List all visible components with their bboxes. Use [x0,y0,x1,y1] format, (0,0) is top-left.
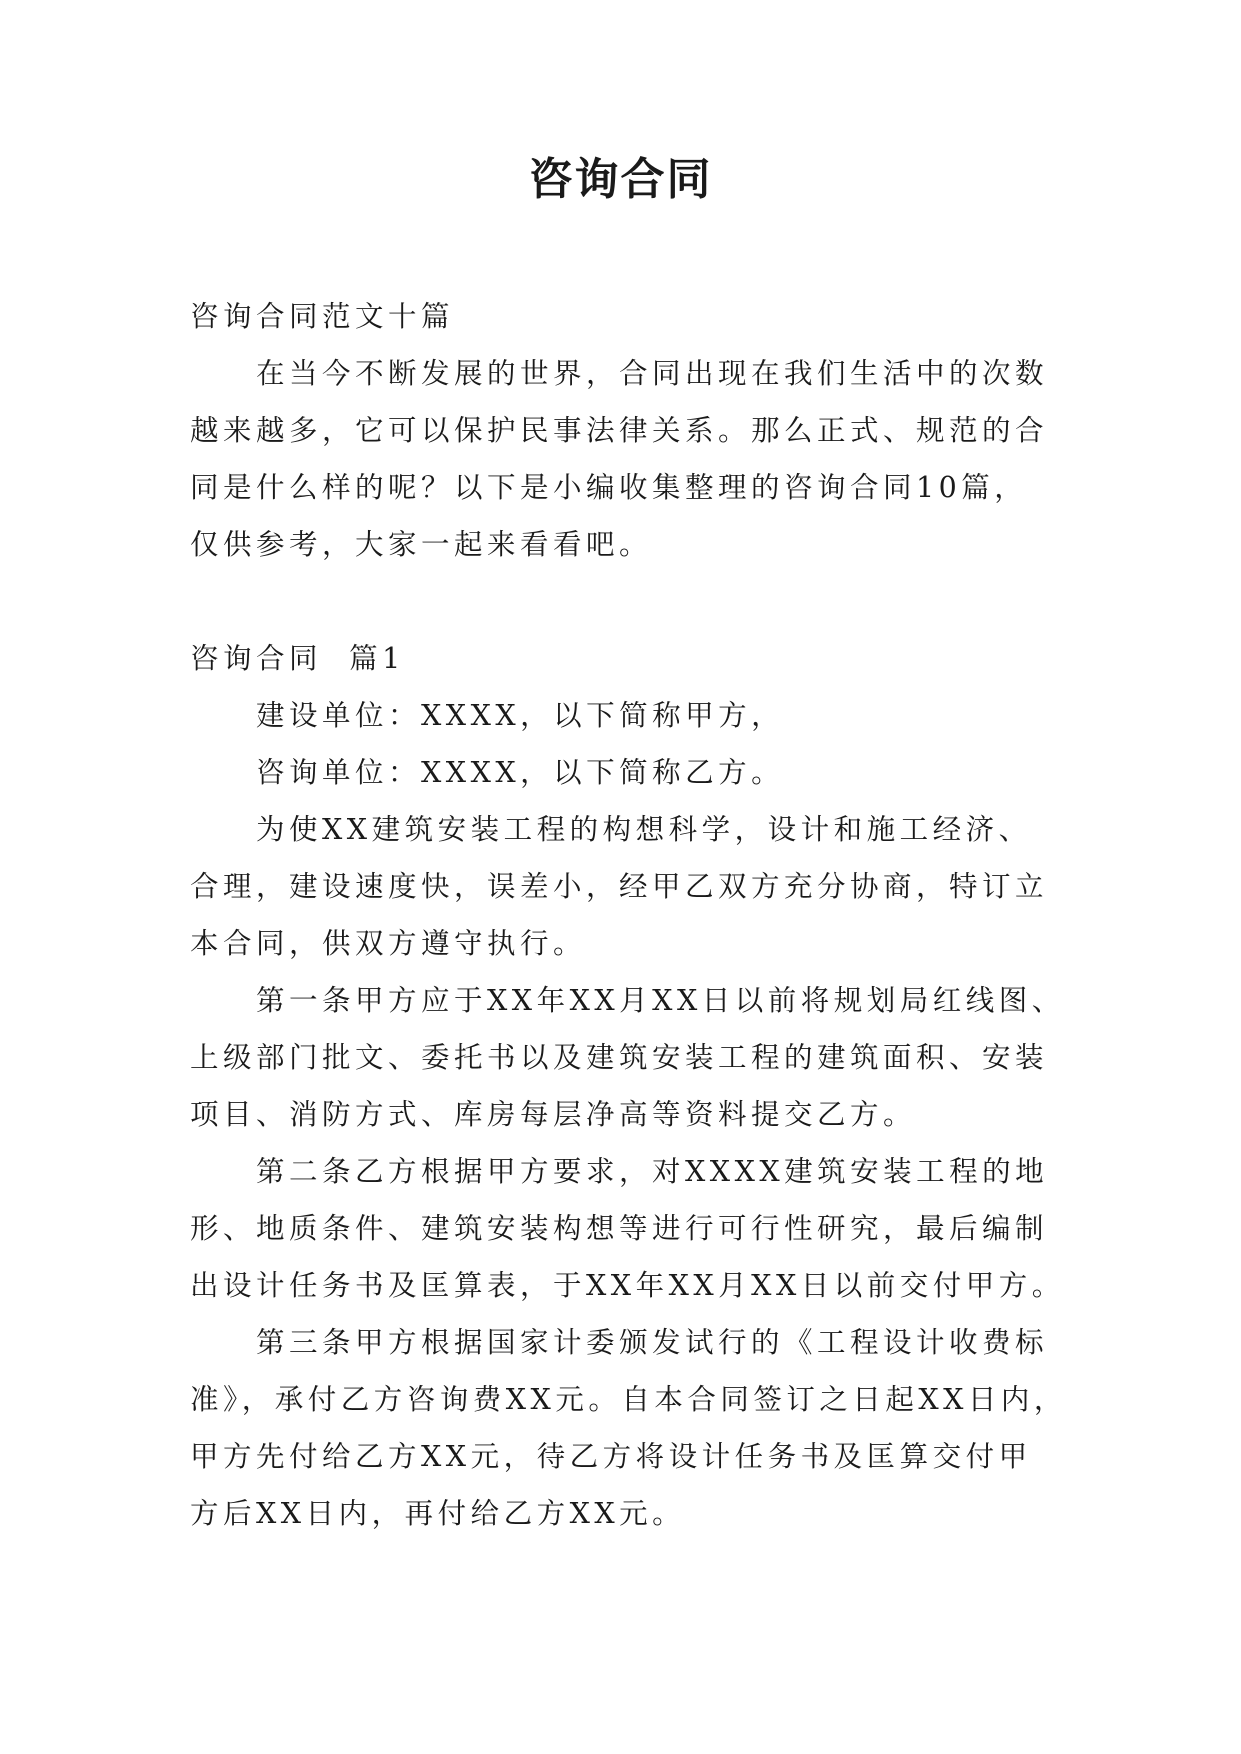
article-2-line: 形、地质条件、建筑安装构想等进行可行性研究，最后编制 [190,1212,1049,1245]
intro-line: 在当今不断发展的世界，合同出现在我们生活中的次数 [256,357,1049,390]
intro-line: 同是什么样的呢？以下是小编收集整理的咨询合同10篇， [190,471,1028,504]
preamble-line: 合理，建设速度快，误差小，经甲乙双方充分协商，特订立 [190,870,1049,903]
article-3-line: 方后XX日内，再付给乙方XX元。 [190,1497,686,1530]
party-a-line: 建设单位：XXXX，以下简称甲方， [256,699,785,732]
document-title: 咨询合同 [528,154,713,205]
party-b-line: 咨询单位：XXXX，以下简称乙方。 [256,756,785,789]
intro-line: 越来越多，它可以保护民事法律关系。那么正式、规范的合 [190,414,1049,447]
article-3-line: 准》，承付乙方咨询费XX元。自本合同签订之日起XX日内， [190,1383,1067,1416]
article-1-line: 项目、消防方式、库房每层净高等资料提交乙方。 [190,1098,917,1131]
article-3-line: 甲方先付给乙方XX元，待乙方将设计任务书及匡算交付甲 [190,1440,1032,1473]
document-body [190,288,1067,1542]
preamble-line: 为使XX建筑安装工程的构想科学，设计和施工经济、 [256,813,1032,846]
article-2-line: 出设计任务书及匡算表，于XX年XX月XX日以前交付甲方。 [190,1269,1065,1302]
article-3-line: 第三条甲方根据国家计委颁发试行的《工程设计收费标 [256,1326,1049,1359]
document-subtitle: 咨询合同范文十篇 [190,300,455,333]
preamble-line: 本合同，供双方遵守执行。 [190,927,587,960]
paragraph-gap [190,573,1050,630]
article-2-line: 第二条乙方根据甲方要求，对XXXX建筑安装工程的地 [256,1155,1049,1188]
section-heading: 咨询合同 篇1 [190,642,405,675]
intro-line: 仅供参考，大家一起来看看吧。 [190,528,653,561]
article-1-line: 第一条甲方应于XX年XX月XX日以前将规划局红线图、 [256,984,1065,1017]
article-1-line: 上级部门批文、委托书以及建筑安装工程的建筑面积、安装 [190,1041,1049,1074]
